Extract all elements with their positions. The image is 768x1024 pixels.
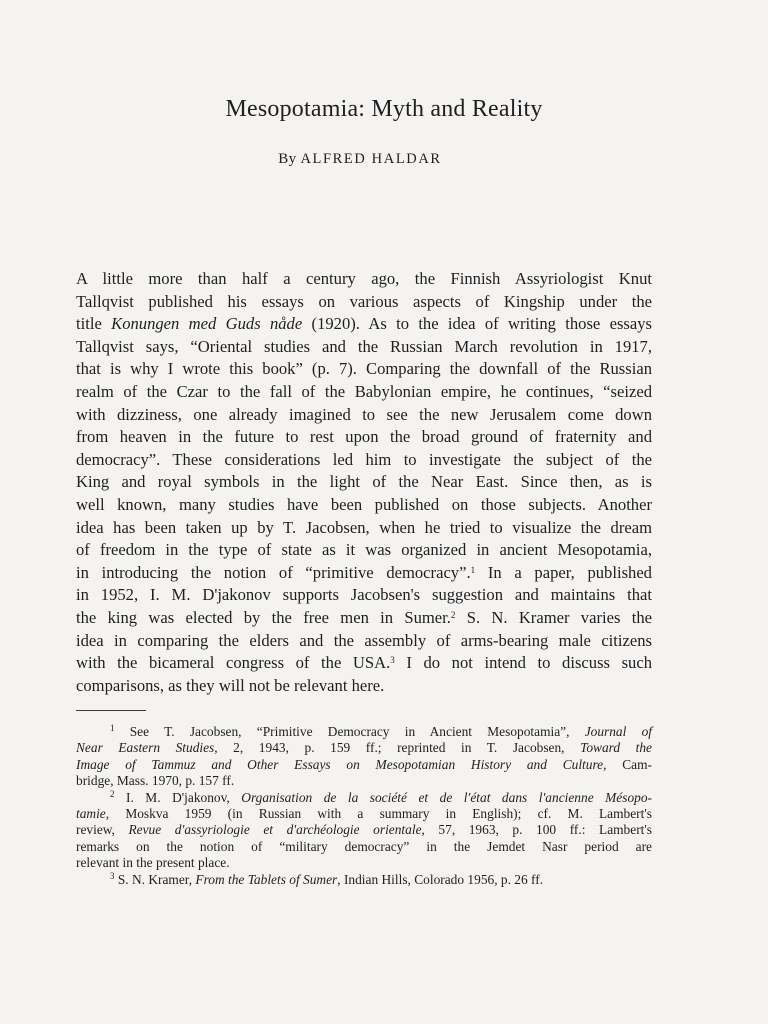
body-line	[76, 630, 652, 653]
text-run: , Moskva 1959 (in Russian with a summary in English); cf. M. Lambert's	[105, 806, 652, 822]
footnote-ref: 3	[110, 870, 115, 881]
author-name: ALFRED HALDAR	[300, 151, 442, 167]
text-run: of freedom in the type of state as it was organized in ancient Mesopotamia,	[76, 540, 652, 560]
italic-title: Revue d'assyriologie et d'archéologie orientale	[128, 822, 422, 838]
body-line	[76, 358, 652, 381]
footnote-line	[76, 806, 652, 822]
text-run: the king was elected by the free men in Sumer.	[76, 607, 451, 627]
text-run: , Indian Hills, Colorado 1956, p. 26 ff.	[337, 871, 544, 887]
text-run: from heaven in the future to rest upon the broad ground of fraternity and	[76, 427, 652, 447]
footnote-line	[76, 839, 652, 855]
footnote-line	[76, 790, 652, 806]
text-run: realm of the Czar to the fall of the Babylonian empire, he continues, “seized	[76, 381, 652, 401]
text-run: comparisons, as they will not be relevant here.	[76, 675, 385, 695]
text-run: Tallqvist published his essays on various aspects of Kingship under the	[76, 291, 652, 311]
text-run: title	[76, 314, 112, 334]
footnote-line	[76, 855, 652, 871]
text-run: bridge, Mass. 1970, p. 157 ff.	[76, 773, 235, 789]
text-run: democracy”. These considerations led him to investigate the subject of the	[76, 449, 652, 469]
text-run: I do not intend to discuss such	[394, 653, 653, 673]
text-run: I. M. D'jakonov,	[114, 789, 242, 805]
footnote-line	[76, 740, 652, 756]
body-line	[76, 313, 652, 336]
text-run: S. N. Kramer varies the	[455, 607, 652, 627]
body-line	[76, 471, 652, 494]
body-paragraph	[76, 268, 652, 697]
italic-title: Journal of	[584, 724, 652, 739]
text-run: Tallqvist says, “Oriental studies and the Russian March revolution in 1917,	[76, 336, 652, 356]
footnote-1	[76, 724, 652, 790]
footnote-line	[76, 757, 652, 773]
body-line	[76, 381, 652, 404]
text-run: that is why I wrote this book” (p. 7). Comparing the downfall of the Russian	[76, 359, 652, 379]
footnote-ref: 1	[470, 564, 476, 575]
text-run: in introducing the notion of “primitive democracy”.	[76, 562, 471, 582]
body-line	[76, 426, 652, 449]
body-line	[76, 517, 652, 540]
footnote-2	[76, 790, 652, 872]
italic-title: Toward the	[580, 740, 652, 756]
body-line	[76, 652, 652, 675]
body-line	[76, 584, 652, 607]
body-line	[76, 494, 652, 517]
footnote-line	[76, 773, 652, 789]
text-run: idea has been taken up by T. Jacobsen, when he tried to visualize the dream	[76, 517, 652, 537]
footnote-ref: 3	[390, 655, 395, 666]
footnote-line	[76, 724, 652, 740]
footnote-line	[76, 872, 652, 888]
text-run: remarks on the notion of “military democracy” in the Jemdet Nasr period are	[76, 838, 652, 854]
text-run: in 1952, I. M. D'jakonov supports Jacobsen's suggestion and maintains that	[76, 585, 652, 605]
text-run: King and royal symbols in the light of the Near East. Since then, as is	[76, 472, 652, 492]
body-line	[76, 449, 652, 472]
italic-title: Organisation de la société et de l'état dans l'ancienne Mésopo-	[241, 789, 652, 805]
footnote-divider	[76, 710, 146, 711]
text-run: , 2, 1943, p. 159 ff.; reprinted in T. Jacobsen,	[214, 740, 581, 756]
italic-title: Konungen med Guds nåde	[111, 314, 303, 334]
text-run: , 57, 1963, p. 100 ff.: Lambert's	[421, 822, 652, 838]
body-line	[76, 539, 652, 562]
footnotes	[76, 724, 652, 888]
body-line	[76, 675, 652, 698]
text-run: A little more than half a century ago, the Finnish Assyriologist Knut	[76, 269, 652, 288]
footnote-line	[76, 822, 652, 838]
footnote-ref: 1	[110, 723, 115, 733]
footnote-ref: 2	[450, 609, 456, 620]
text-run: review,	[76, 822, 129, 838]
italic-title: Near Eastern Studies	[76, 740, 215, 756]
footnote-ref: 2	[110, 788, 115, 799]
body-line	[76, 336, 652, 359]
article-byline	[0, 151, 714, 168]
italic-title: tamie	[76, 806, 106, 822]
body-line	[76, 268, 652, 291]
italic-title: From the Tablets of Sumer	[195, 871, 338, 887]
body-line	[76, 607, 652, 630]
text-run: idea in comparing the elders and the assembly of arms-bearing male citizens	[76, 630, 652, 650]
text-run: S. N. Kramer,	[114, 871, 196, 887]
text-run: See T. Jacobsen, “Primitive Democracy in Ancient Mesopotamia”,	[114, 724, 585, 739]
text-run: relevant in the present place.	[76, 855, 230, 871]
text-run: (1920). As to the idea of writing those essays	[302, 314, 652, 334]
italic-title: Image of Tammuz and Other Essays on Mesopotamian History and Culture	[76, 756, 604, 772]
text-run: with dizziness, one already imagined to see the new Jerusalem come down	[76, 404, 652, 424]
text-run: well known, many studies have been published on those subjects. Another	[76, 494, 652, 514]
body-line	[76, 291, 652, 314]
text-run: , Cam-	[603, 756, 652, 772]
footnote-3	[76, 872, 652, 888]
text-run: In a paper, published	[475, 562, 652, 582]
body-line	[76, 562, 652, 585]
text-run: with the bicameral congress of the USA.	[76, 653, 391, 673]
body-line	[76, 404, 652, 427]
article-title: Mesopotamia: Myth and Reality	[225, 96, 543, 122]
byline-by: By	[278, 151, 297, 167]
